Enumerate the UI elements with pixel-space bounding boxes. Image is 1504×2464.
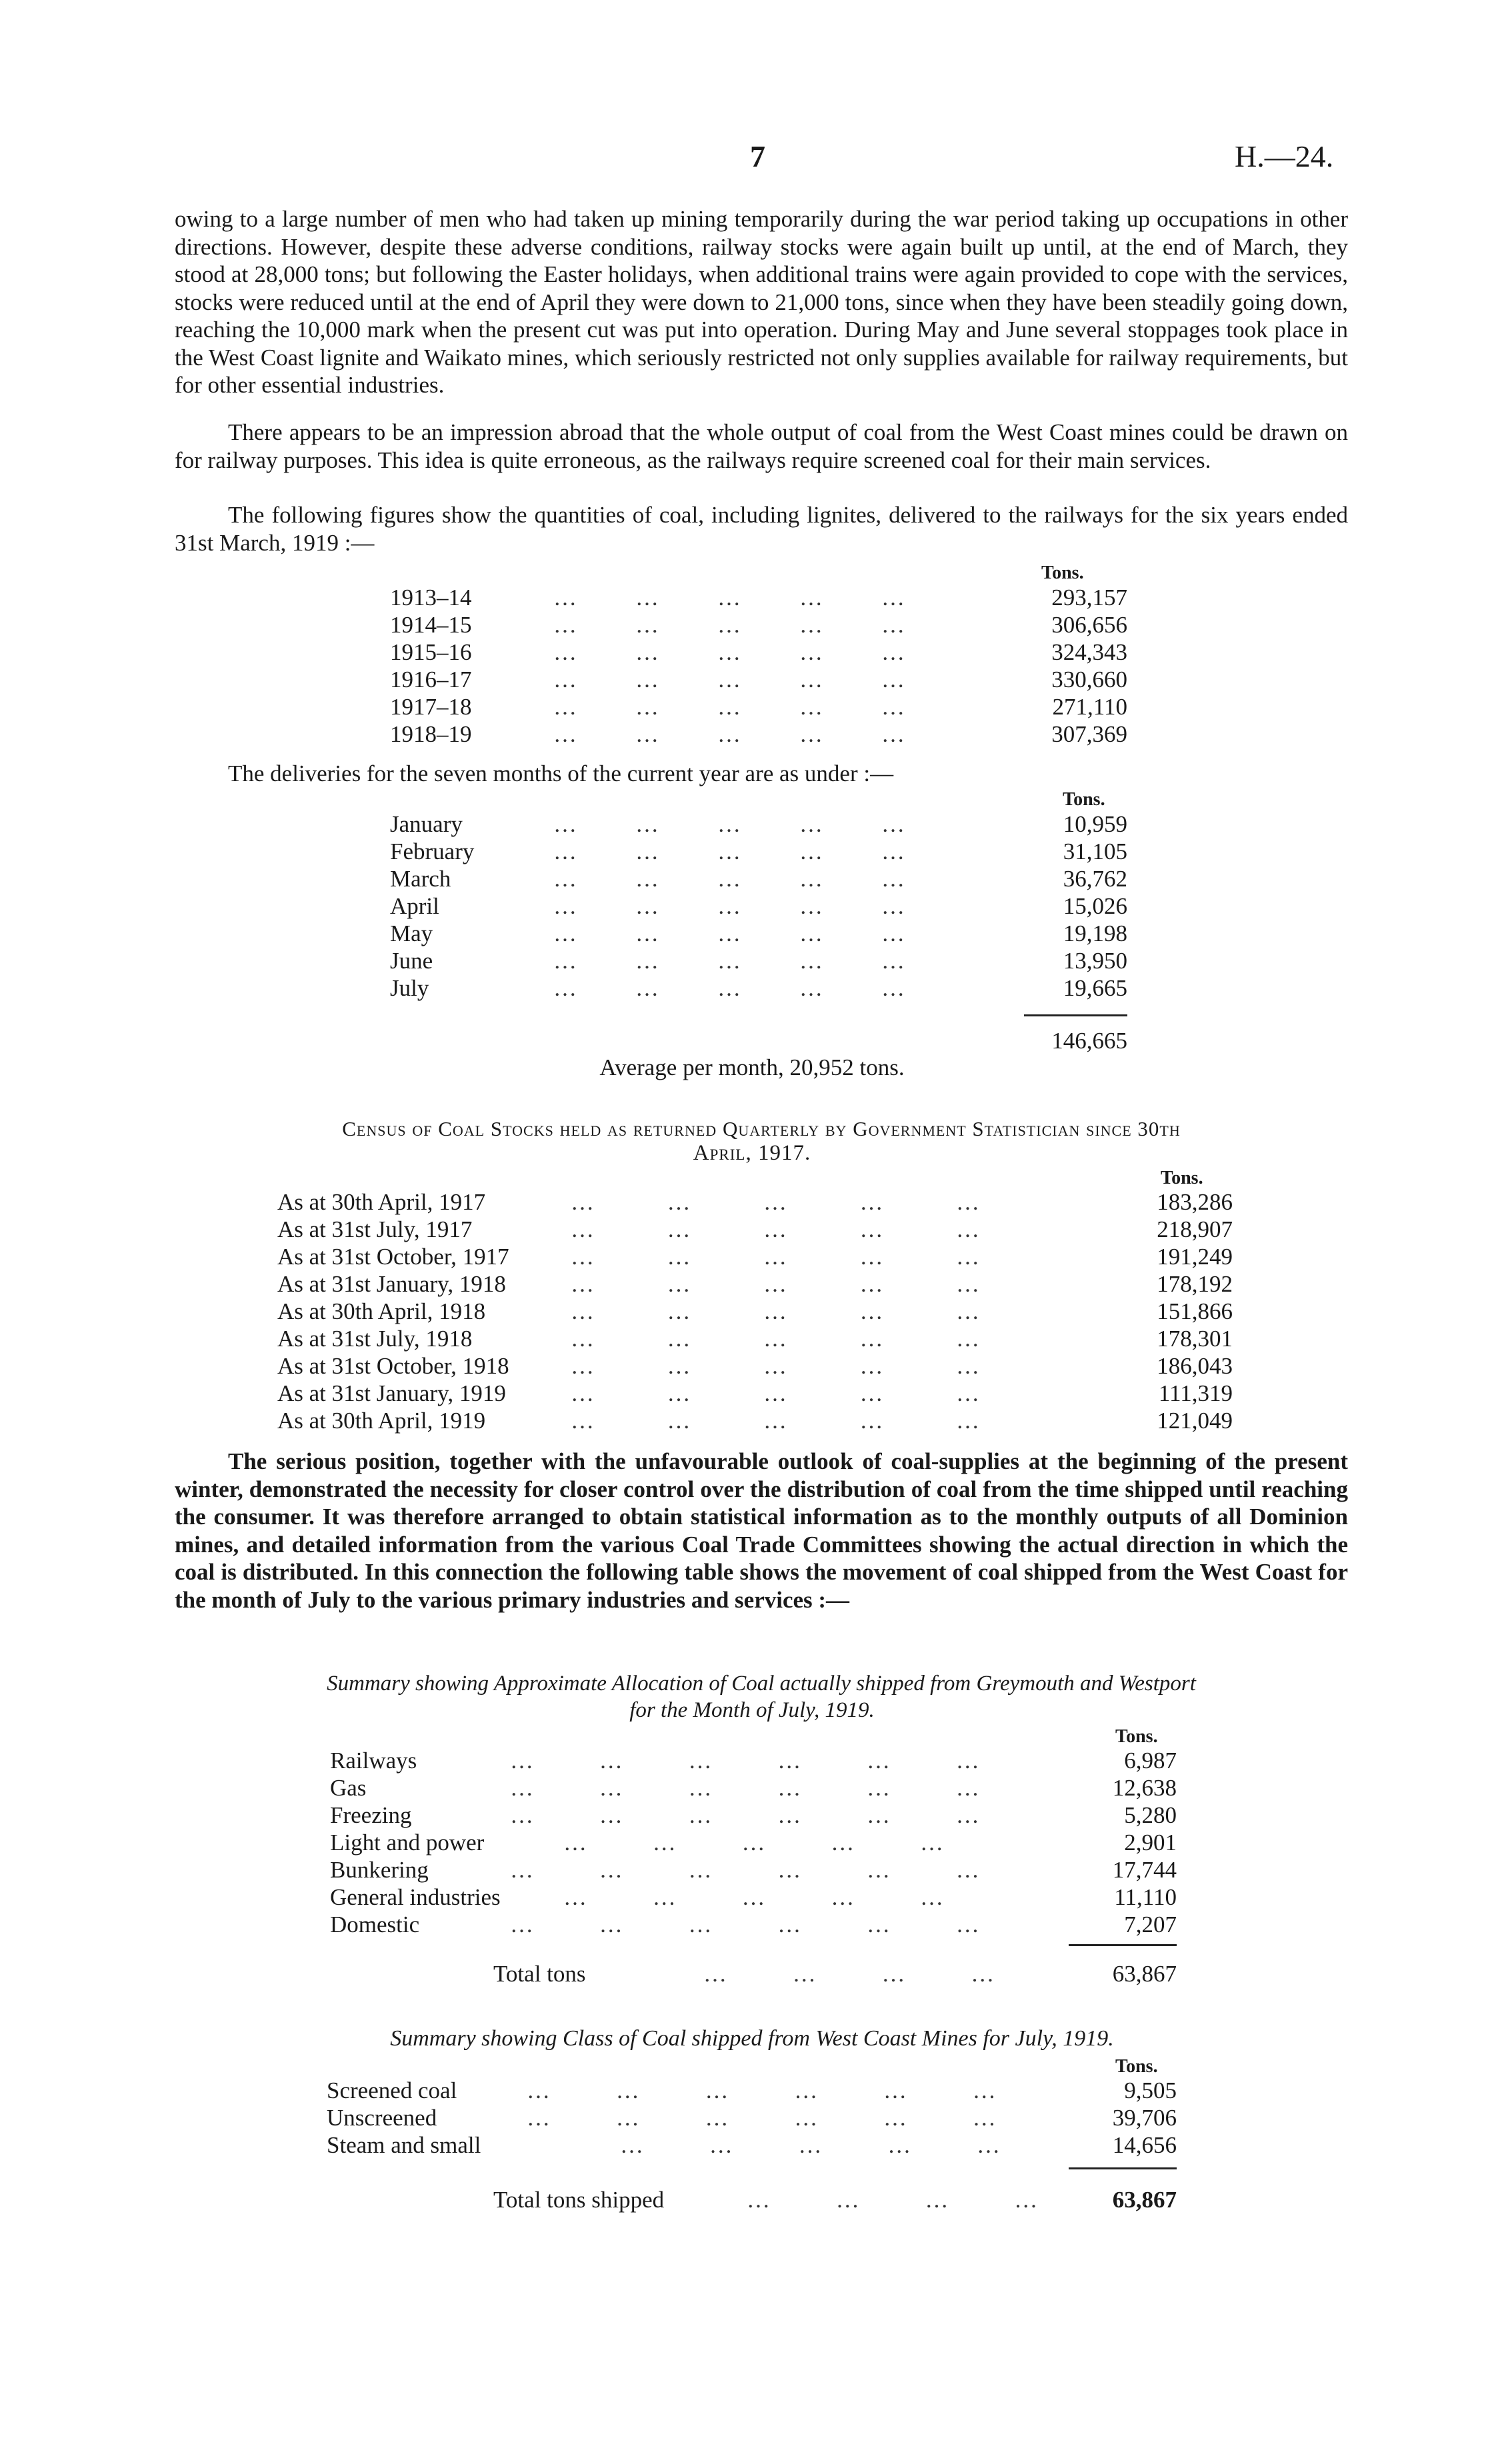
dot-leader: … … … … … — [553, 639, 906, 665]
row-label: Light and power — [330, 1830, 485, 1855]
allocation-table — [330, 1747, 1177, 1987]
total-label: Total tons — [493, 1961, 586, 1987]
table-row — [390, 974, 1127, 1002]
table-row — [277, 1270, 1233, 1298]
row-value: 19,665 — [1063, 975, 1127, 1001]
row-value: 183,286 — [1157, 1189, 1233, 1215]
dot-leader: … … … … … … — [527, 2077, 997, 2103]
dot-leader: … … … … … — [571, 1408, 981, 1434]
paragraph-yearly-intro: The following figures show the quantities of coal, including lignites, delivered to the railways for the six years ended 31st March, 1919 :— — [175, 502, 1348, 556]
table-row — [390, 611, 1127, 638]
row-value: 7,207 — [1124, 1911, 1177, 1937]
table-row — [327, 2077, 1177, 2104]
total-rule — [1024, 1014, 1127, 1016]
row-value: 307,369 — [1051, 721, 1127, 747]
row-value: 15,026 — [1063, 893, 1127, 919]
table-row — [330, 1774, 1177, 1802]
table-row — [330, 1856, 1177, 1883]
row-label: As at 30th April, 1918 — [277, 1298, 486, 1324]
row-label: Domestic — [330, 1911, 420, 1937]
average-per-month: Average per month, 20,952 tons. — [599, 1054, 905, 1080]
dot-leader: … … … … — [703, 1961, 996, 1987]
row-label: As at 31st October, 1917 — [277, 1244, 509, 1270]
table-row — [390, 838, 1127, 865]
class-summary-title: Summary showing Class of Coal shipped from West Coast Mines for July, 1919. — [390, 2026, 1114, 2051]
paragraph-impression: There appears to be an impression abroad that the whole output of coal from the West Coast mines could be drawn on for railway purposes. This idea is quite erroneous, as the railways require screened coal for their main services. — [175, 419, 1348, 473]
row-value: 178,192 — [1157, 1271, 1233, 1297]
row-value: 330,660 — [1051, 666, 1127, 692]
dot-leader: … … … … … … — [510, 1748, 981, 1774]
dot-leader: … … … … … — [553, 612, 906, 638]
table-row — [330, 1883, 1177, 1911]
row-value: 293,157 — [1051, 585, 1127, 611]
table-row — [327, 2131, 1177, 2159]
dot-leader: … … … … … — [571, 1189, 981, 1215]
row-label: 1916–17 — [390, 666, 472, 692]
dot-leader: … … … … … — [553, 721, 906, 747]
dot-leader: … … … … … — [553, 811, 906, 837]
table-row — [277, 1243, 1233, 1270]
row-value: 191,249 — [1157, 1244, 1233, 1270]
paragraph-monthly-intro: The deliveries for the seven months of the current year are as under :— — [228, 760, 894, 786]
row-value: 12,638 — [1112, 1775, 1177, 1801]
row-value: 178,301 — [1157, 1326, 1233, 1352]
row-label: As at 30th April, 1919 — [277, 1408, 486, 1434]
total-rule — [1069, 1944, 1177, 1946]
row-value: 39,706 — [1112, 2105, 1177, 2131]
table-row — [330, 1747, 1177, 1774]
table-row — [330, 1829, 1177, 1856]
table-row — [277, 1298, 1233, 1325]
dot-leader: … … … … … — [553, 920, 906, 946]
row-label: Unscreened — [327, 2105, 437, 2131]
dot-leader: … … … … … — [620, 2132, 1001, 2158]
dot-leader: … … … … … — [553, 893, 906, 919]
dot-leader: … … … … … — [571, 1326, 981, 1352]
dot-leader: … … … … … … — [510, 1802, 981, 1828]
row-value: 5,280 — [1124, 1802, 1177, 1828]
allocation-title-line1: Summary showing Approximate Allocation of Coal actually shipped from Greymouth and Westport — [327, 1672, 1196, 1696]
row-label: February — [390, 838, 475, 864]
row-label: 1918–19 — [390, 721, 472, 747]
table-row — [330, 1802, 1177, 1829]
table-row — [277, 1380, 1233, 1407]
table-row — [277, 1352, 1233, 1380]
row-label: Railways — [330, 1748, 417, 1774]
row-label: 1914–15 — [390, 612, 472, 638]
dot-leader: … … … … … — [571, 1353, 981, 1379]
row-label: May — [390, 920, 433, 946]
row-label: 1917–18 — [390, 694, 472, 720]
dot-leader: … … … … … — [553, 666, 906, 692]
dot-leader: … … … … … — [563, 1884, 945, 1910]
table-row — [277, 1407, 1233, 1434]
total-rule — [1069, 2167, 1177, 2169]
dot-leader: … … … … … — [563, 1830, 945, 1855]
yearly-tons-header: Tons. — [1041, 563, 1084, 583]
table-row — [390, 666, 1127, 693]
row-value: 9,505 — [1124, 2077, 1177, 2103]
row-label: As at 31st July, 1918 — [277, 1326, 473, 1352]
row-label: Steam and small — [327, 2132, 481, 2158]
dot-leader: … … … … … … — [527, 2105, 997, 2131]
table-row — [390, 693, 1127, 720]
total-label: Total tons shipped — [493, 2187, 665, 2213]
row-value: 2,901 — [1124, 1830, 1177, 1855]
row-label: January — [390, 811, 463, 837]
total-value: 146,665 — [1051, 1028, 1127, 1054]
row-label: 1913–14 — [390, 585, 472, 611]
dot-leader: … … … … … … — [510, 1857, 981, 1883]
table-row — [330, 1911, 1177, 1938]
census-title-line2: April, 1917. — [693, 1141, 811, 1165]
paragraph-serious-position: The serious position, together with the unfavourable outlook of coal-supplies at the beginning of the present winter, demonstrated the necessity for closer control over the distribution of coal from the time shipped until reaching the consumer. It was therefore arranged to obtain statistical information as to the monthly outputs of all Dominion mines, and detailed information from the various Coal Trade Committees showing the actual direction in which the coal is distributed. In this connection the following table shows the movement of coal shipped from the West Coast for the month of July to the various primary industries and services :— — [175, 1448, 1348, 1613]
table-row — [390, 810, 1127, 838]
total-row — [390, 1027, 1127, 1054]
row-value: 14,656 — [1112, 2132, 1177, 2158]
row-value: 10,959 — [1063, 811, 1127, 837]
row-value: 151,866 — [1157, 1298, 1233, 1324]
page-number: 7 — [750, 139, 765, 173]
table-row — [390, 638, 1127, 666]
table-row — [277, 1216, 1233, 1243]
table-row — [390, 865, 1127, 892]
row-value: 11,110 — [1114, 1884, 1177, 1910]
row-label: Freezing — [330, 1802, 412, 1828]
row-label: Screened coal — [327, 2077, 457, 2103]
dot-leader: … … … … … … — [510, 1775, 981, 1801]
row-value: 121,049 — [1157, 1408, 1233, 1434]
total-value: 63,867 — [1112, 2187, 1177, 2213]
row-value: 19,198 — [1063, 920, 1127, 946]
census-tons-header: Tons. — [1161, 1168, 1203, 1188]
row-value: 218,907 — [1157, 1216, 1233, 1242]
paragraph-intro: owing to a large number of men who had taken up mining temporarily during the war period taking up occupations in other directions. However, despite these adverse conditions, railway stocks were again built up until, at the end of March, they stood at 28,000 tons; but following the Easter holidays, when additional trains were again provided to cope with the services, stocks were reduced until at the end of April they were down to 21,000 tons, since when they have been steadily going down, reaching the 10,000 mark when the present cut was put into operation. During May and June several stoppages took place in the West Coast lignite and Waikato mines, which seriously restricted not only supplies available for railway requirements, but for other essential industries. — [175, 206, 1348, 398]
row-label: As at 31st July, 1917 — [277, 1216, 473, 1242]
table-row — [277, 1188, 1233, 1216]
dot-leader: … … … … … — [571, 1244, 981, 1270]
dot-leader: … … … … … — [571, 1298, 981, 1324]
dot-leader: … … … … — [747, 2187, 1039, 2213]
dot-leader: … … … … … — [571, 1380, 981, 1406]
table-row — [390, 920, 1127, 947]
row-value: 13,950 — [1063, 948, 1127, 974]
row-label: June — [390, 948, 433, 974]
row-value: 36,762 — [1063, 866, 1127, 892]
class-tons-header: Tons. — [1115, 2056, 1158, 2077]
row-value: 31,105 — [1063, 838, 1127, 864]
row-label: As at 31st January, 1919 — [277, 1380, 506, 1406]
monthly-tons-header: Tons. — [1063, 789, 1105, 810]
monthly-deliveries-table — [390, 810, 1127, 1057]
dot-leader: … … … … … — [553, 838, 906, 864]
dot-leader: … … … … … … — [510, 1911, 981, 1937]
row-label: As at 30th April, 1917 — [277, 1189, 486, 1215]
dot-leader: … … … … … — [553, 975, 906, 1001]
row-value: 324,343 — [1051, 639, 1127, 665]
dot-leader: … … … … … — [553, 948, 906, 974]
dot-leader: … … … … … — [571, 1216, 981, 1242]
row-label: Bunkering — [330, 1857, 429, 1883]
census-title-line1: Census of Coal Stocks held as returned Quarterly by Government Statistician since 30th — [342, 1117, 1181, 1140]
table-row — [277, 1325, 1233, 1352]
row-label: April — [390, 893, 439, 919]
row-value: 186,043 — [1157, 1353, 1233, 1379]
row-label: 1915–16 — [390, 639, 472, 665]
table-row — [390, 947, 1127, 974]
row-label: Gas — [330, 1775, 367, 1801]
dot-leader: … … … … … — [553, 694, 906, 720]
row-label: General industries — [330, 1884, 501, 1910]
table-row — [327, 2104, 1177, 2131]
row-label: As at 31st October, 1918 — [277, 1353, 509, 1379]
row-label: July — [390, 975, 429, 1001]
table-row — [390, 720, 1127, 748]
row-value: 17,744 — [1112, 1857, 1177, 1883]
allocation-title-line2: for the Month of July, 1919. — [629, 1698, 875, 1722]
dot-leader: … … … … … — [553, 585, 906, 611]
yearly-deliveries-table — [390, 584, 1127, 750]
class-summary-table — [327, 2077, 1177, 2223]
total-value: 63,867 — [1112, 1961, 1177, 1987]
row-value: 306,656 — [1051, 612, 1127, 638]
dot-leader: … … … … … — [553, 866, 906, 892]
row-value: 111,319 — [1158, 1380, 1233, 1406]
allocation-tons-header: Tons. — [1115, 1726, 1158, 1747]
total-row — [327, 2186, 1177, 2213]
census-table — [277, 1188, 1233, 1436]
document-reference: H.—24. — [1235, 139, 1334, 173]
total-row — [330, 1960, 1177, 1987]
row-value: 271,110 — [1052, 694, 1127, 720]
row-label: March — [390, 866, 451, 892]
row-label: As at 31st January, 1918 — [277, 1271, 506, 1297]
row-value: 6,987 — [1124, 1748, 1177, 1774]
dot-leader: … … … … … — [571, 1271, 981, 1297]
table-row — [390, 892, 1127, 920]
table-row — [390, 584, 1127, 611]
